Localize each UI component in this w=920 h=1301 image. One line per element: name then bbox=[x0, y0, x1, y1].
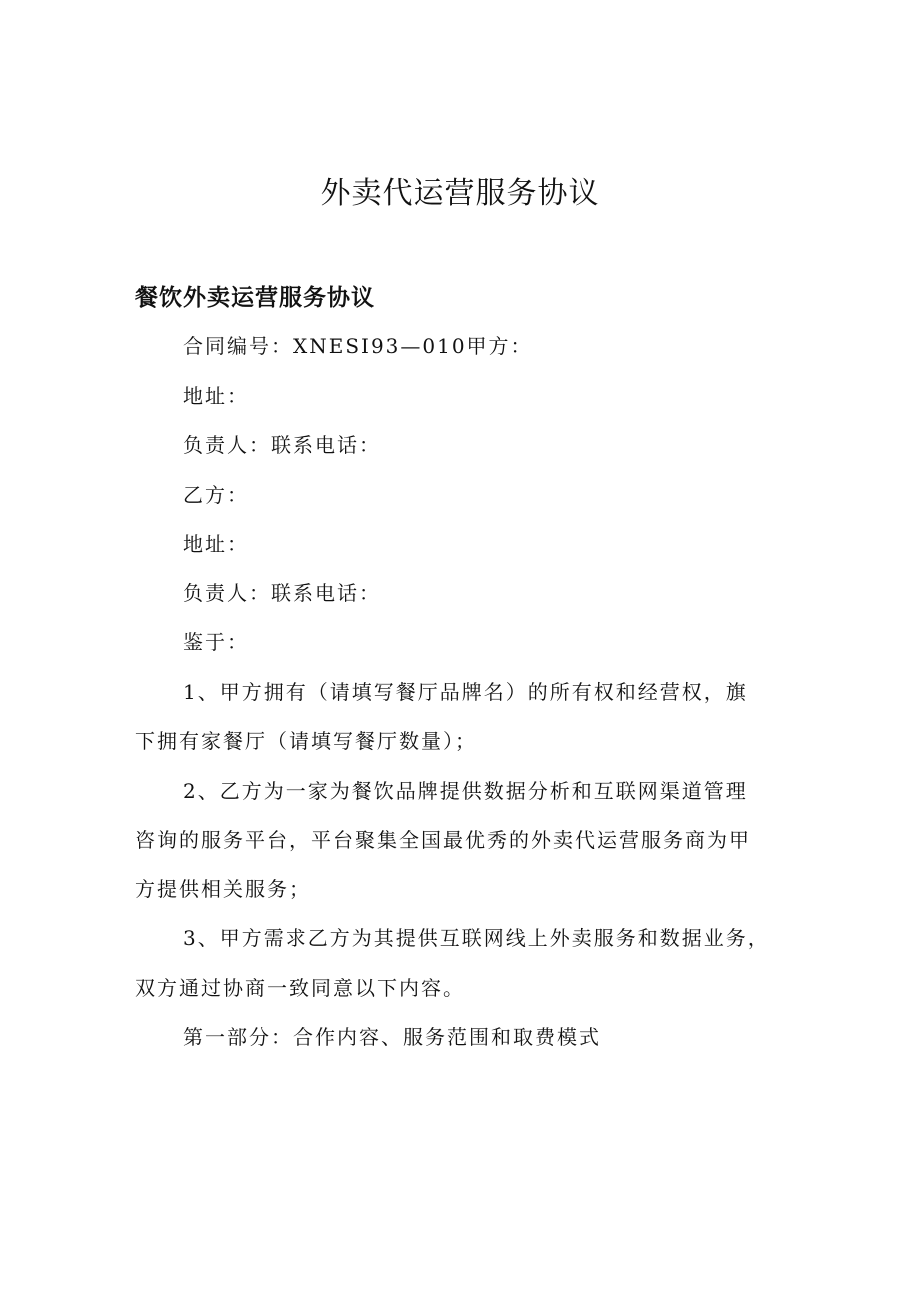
part-one-heading: 第一部分：合作内容、服务范围和取费模式 bbox=[183, 1025, 601, 1049]
paragraph-1-line-2: 下拥有家餐厅（请填写餐厅数量）； bbox=[135, 729, 477, 753]
party-b-address-line: 地址： bbox=[183, 532, 249, 556]
whereas-heading: 鉴于： bbox=[183, 630, 249, 654]
contract-number-line: 合同编号：XNESI93—010甲方： bbox=[183, 334, 533, 358]
paragraph-2-line-2: 咨询的服务平台，平台聚集全国最优秀的外卖代运营服务商为甲 bbox=[135, 828, 751, 852]
agreement-subtitle: 餐饮外卖运营服务协议 bbox=[135, 285, 375, 311]
party-b-line: 乙方： bbox=[183, 483, 249, 507]
paragraph-3-line-2: 双方通过协商一致同意以下内容。 bbox=[135, 976, 465, 1000]
paragraph-1-line-1: 1、甲方拥有（请填写餐厅品牌名）的所有权和经营权，旗 bbox=[183, 680, 748, 704]
paragraph-2-line-3: 方提供相关服务； bbox=[135, 877, 311, 901]
party-a-contact-line: 负责人：联系电话： bbox=[183, 433, 381, 457]
party-a-address-line: 地址： bbox=[183, 384, 249, 408]
document-title: 外卖代运营服务协议 bbox=[320, 176, 600, 211]
paragraph-2-line-1: 2、乙方为一家为餐饮品牌提供数据分析和互联网渠道管理 bbox=[183, 779, 748, 803]
party-b-contact-line: 负责人：联系电话： bbox=[183, 581, 381, 605]
paragraph-3-line-1: 3、甲方需求乙方为其提供互联网线上外卖服务和数据业务， bbox=[183, 926, 770, 950]
